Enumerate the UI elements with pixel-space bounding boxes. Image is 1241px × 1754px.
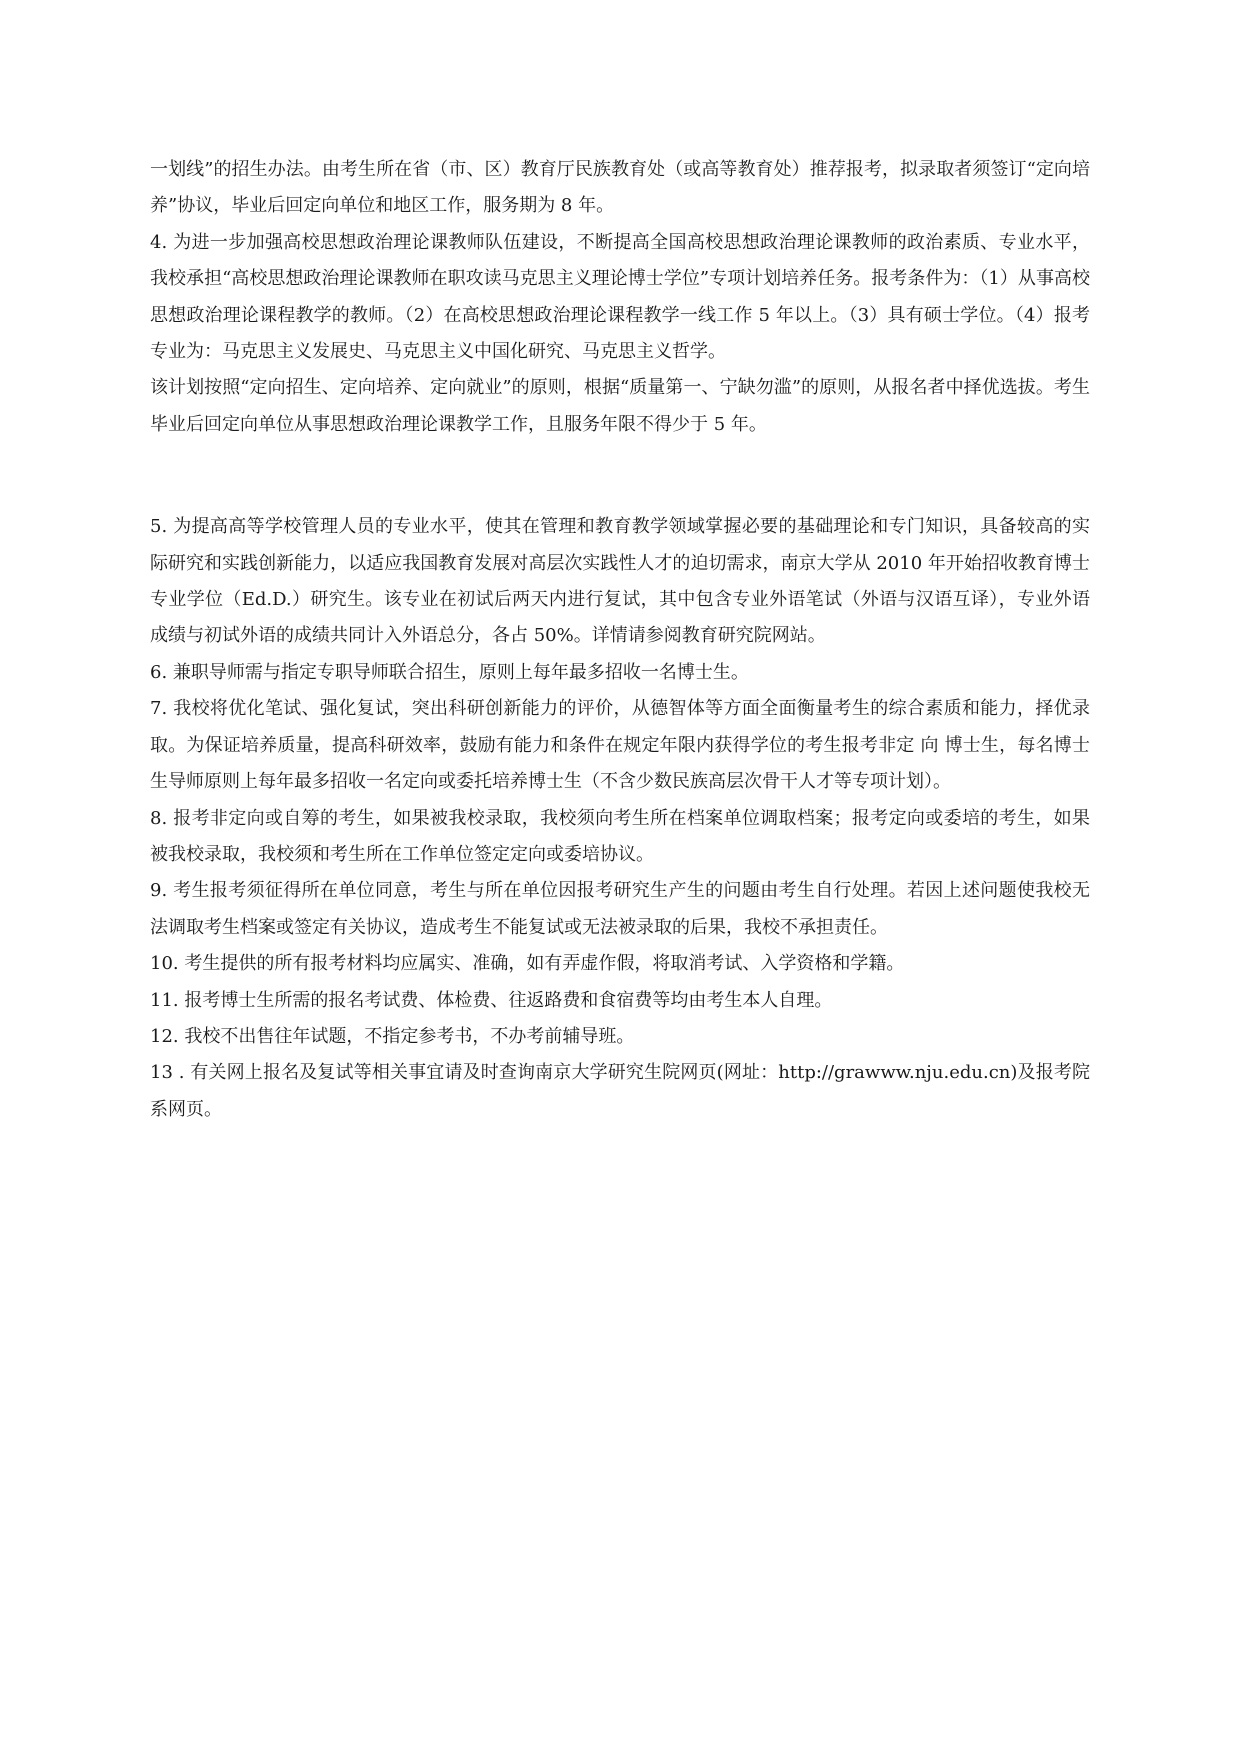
paragraph-item-10: 10. 考生提供的所有报考材料均应属实、准确，如有弄虚作假，将取消考试、入学资格和学籍。 — [150, 953, 905, 975]
paragraph-item-9: 9. 考生报考须征得所在单位同意，考生与所在单位因报考研究生产生的问题由考生自行处理。若因上述问题使我校无法调取考生档案或签定有关协议，造成考生不能复试或无法被录取的后果，我校不承担责任。 — [150, 880, 1090, 938]
paragraph-continuation: 一划线”的招生办法。由考生所在省（市、区）教育厅民族教育处（或高等教育处）推荐报考，拟录取者须签订“定向培养”协议，毕业后回定向单位和地区工作，服务期为 8 年。 — [150, 159, 1090, 217]
paragraph-item-11: 11. 报考博士生所需的报名考试费、体检费、往返路费和食宿费等均由考生本人自理。 — [150, 989, 833, 1011]
paragraph-item-5: 5. 为提高高等学校管理人员的专业水平，使其在管理和教育教学领域掌握必要的基础理论和专门知识，具备较高的实际研究和实践创新能力，以适应我国教育发展对高层次实践性人才的迫切需求，南京大学从 2010 年开始招收教育博士专业学位（Ed.D.）研究生。该专业在初试后两天内进行复试，其中包含专业外语笔试（外语与汉语互译），专业外语成绩与初试外语的成绩共同计入外语总分，各占 50%。详情请参阅教育研究院网站。 — [150, 516, 1090, 647]
paragraph-item-7: 7. 我校将优化笔试、强化复试，突出科研创新能力的评价，从德智体等方面全面衡量考生的综合素质和能力，择优录取。为保证培养质量，提高科研效率，鼓励有能力和条件在规定年限内获得学位的考生报考非定 向 博士生，每名博士生导师原则上每年最多招收一名定向或委托培养博士生（不含少数民族高层次骨干人才等专项计划）。 — [150, 698, 1090, 793]
paragraph-item-12: 12. 我校不出售往年试题，不指定参考书，不办考前辅导班。 — [150, 1025, 635, 1047]
paragraph-item-4-plan: 该计划按照“定向招生、定向培养、定向就业”的原则，根据“质量第一、宁缺勿滥”的原则，从报名者中择优选拔。考生毕业后回定向单位从事思想政治理论课教学工作，且服务年限不得少于 5 年。 — [150, 377, 1090, 435]
paragraph-spacer — [150, 443, 1090, 509]
paragraph-item-8: 8. 报考非定向或自筹的考生，如果被我校录取，我校须向考生所在档案单位调取档案；报考定向或委培的考生，如果被我校录取，我校须和考生所在工作单位签定定向或委培协议。 — [150, 807, 1090, 865]
paragraph-item-4: 4. 为进一步加强高校思想政治理论课教师队伍建设，不断提高全国高校思想政治理论课教师的政治素质、专业水平，我校承担“高校思想政治理论课教师在职攻读马克思主义理论博士学位”专项计划培养任务。报考条件为：（1）从事高校思想政治理论课程教学的教师。（2）在高校思想政治理论课程教学一线工作 5 年以上。（3）具有硕士学位。（4）报考专业为：马克思主义发展史、马克思主义中国化研究、马克思主义哲学。 — [150, 231, 1090, 363]
paragraph-item-6: 6. 兼职导师需与指定专职导师联合招生，原则上每年最多招收一名博士生。 — [150, 661, 749, 683]
paragraph-item-13: 13 . 有关网上报名及复试等相关事宜请及时查询南京大学研究生院网页(网址：http://grawww.nju.edu.cn)及报考院系网页。 — [150, 1062, 1090, 1120]
document-body — [150, 152, 1090, 1128]
